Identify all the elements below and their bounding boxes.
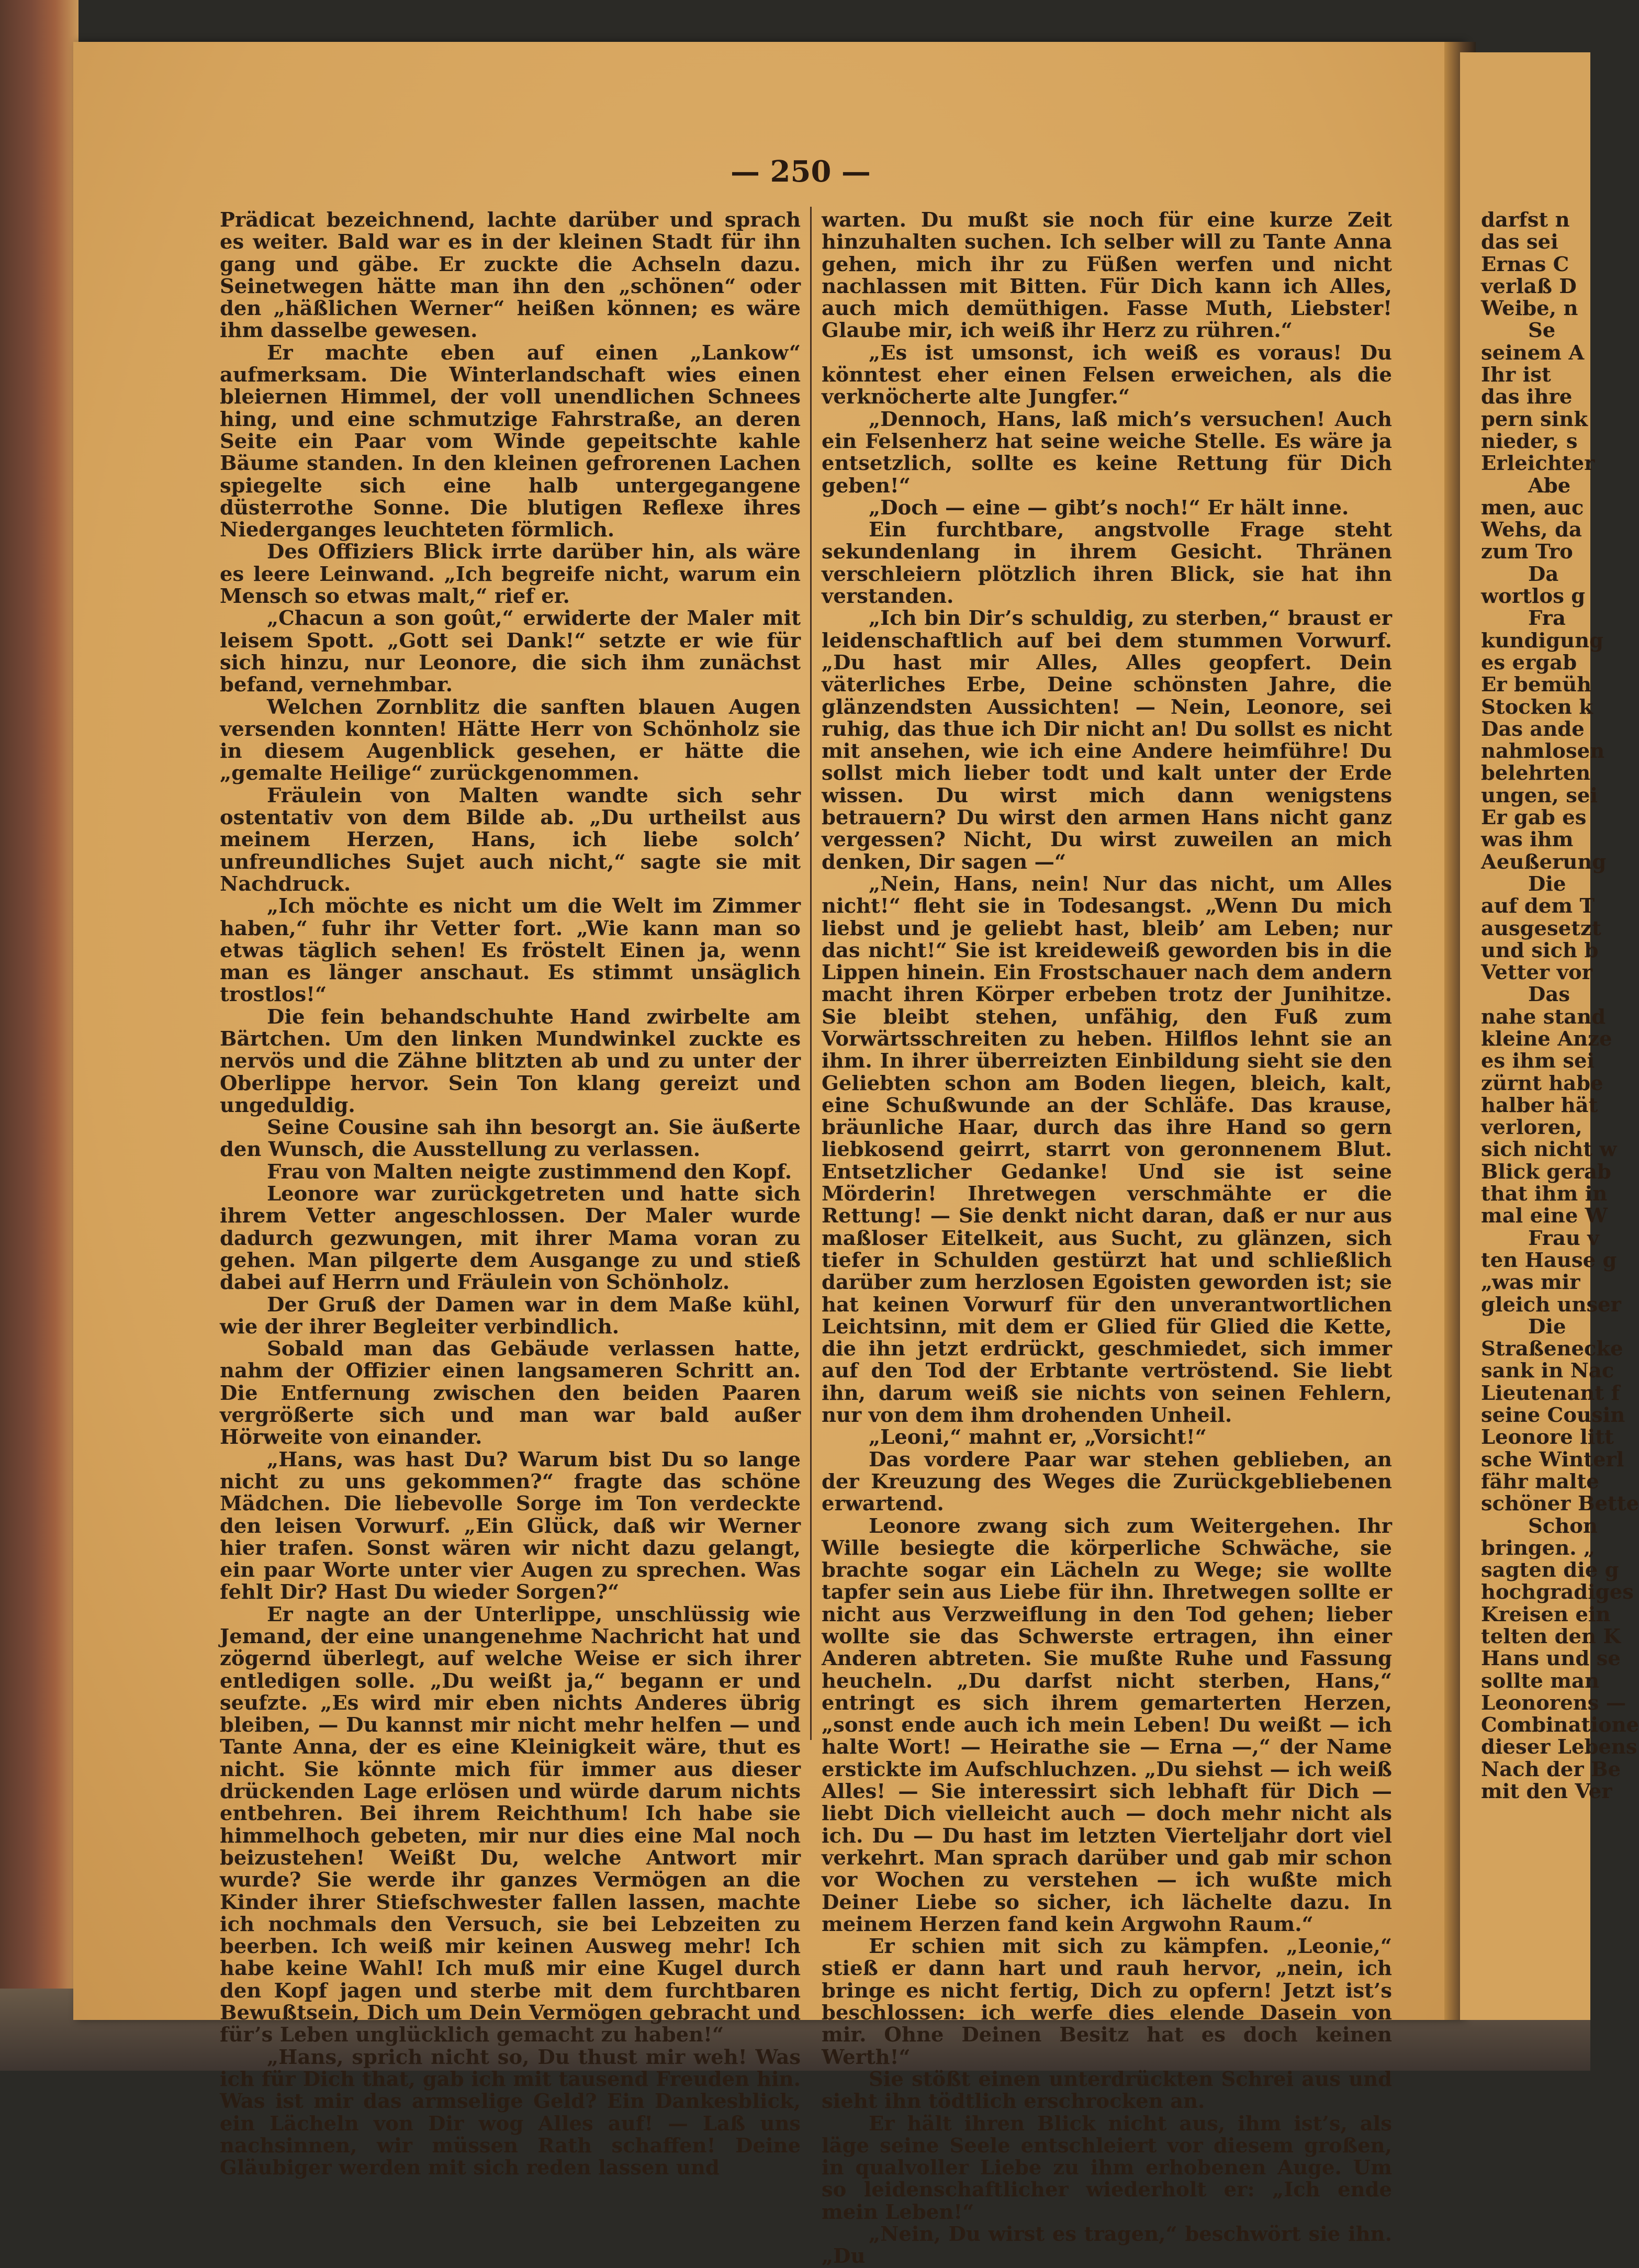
text-line-fragment: kundigung xyxy=(1481,628,1604,653)
paragraph: „Es ist umsonst, ich weiß es voraus! Du könntest eher einen Felsen erweichen, als die verknöcherte alte Jungfer.“ xyxy=(822,341,1392,409)
text-line-fragment: und sich b xyxy=(1481,938,1599,962)
text-line-fragment: Die xyxy=(1528,872,1566,896)
text-line-fragment: Aeußerung xyxy=(1481,850,1607,874)
text-line-fragment: seine Cousin xyxy=(1481,1404,1625,1428)
text-line-fragment: Lieutenant f xyxy=(1481,1381,1620,1405)
text-line-fragment: sche Winterl xyxy=(1481,1447,1624,1472)
text-line-fragment: Nach der Be xyxy=(1481,1757,1621,1781)
text-line-fragment: Ihr ist xyxy=(1481,363,1551,387)
paragraph: Frau von Malten neigte zustimmend den Kopf. xyxy=(267,1160,792,1184)
text-line-fragment: Kreisen ein xyxy=(1481,1602,1611,1626)
paragraph: „Leoni,“ mahnt er, „Vorsicht!“ xyxy=(869,1425,1207,1450)
text-line-fragment: mal eine W xyxy=(1481,1204,1608,1228)
text-line-fragment: Fra xyxy=(1528,607,1566,631)
text-line-fragment: halber hät xyxy=(1481,1093,1598,1117)
paragraph: Er schien mit sich zu kämpfen. „Leonie,“ stieß er dann hart und rauh hervor, „nein, ich bringe es nicht fertig, Dich zu opfern! Jetzt ist’s beschlossen: ich werfe dies elende Dasein von mir. Ohne Deinen Besitz hat es doch keinen Werth!“ xyxy=(822,1935,1392,2069)
paragraph: Prädicat bezeichnend, lachte darüber und sprach es weiter. Bald war es in der kleinen Stadt für ihn gang und gäbe. Er zuckte die Achseln dazu. Seinetwegen hätte man ihn den „schönen“ oder den „häßlichen Werner“ heißen können; es wäre ihm dasselbe gewesen. xyxy=(220,208,801,343)
text-line-fragment: Das xyxy=(1528,983,1570,1007)
paragraph: Das vordere Paar war stehen geblieben, an der Kreuzung des Weges die Zurückgebliebenen erwartend. xyxy=(822,1447,1392,1516)
text-line-fragment: bringen. „ xyxy=(1481,1536,1596,1560)
text-line-fragment: zürnt habe xyxy=(1481,1071,1603,1095)
text-line-fragment: verloren, xyxy=(1481,1116,1582,1140)
page-number: — 250 — xyxy=(731,154,871,189)
text-line-fragment: es ergab xyxy=(1481,650,1577,675)
paragraph: „Ich bin Dir’s schuldig, zu sterben,“ braust er leidenschaftlich auf bei dem stummen Vorwurf. „Du hast mir Alles, Alles geopfert. Dein väterliches Erbe, Deine schönsten Jahre, die glänzendsten Aussichten! — Nein, Leonore, sei ruhig, das thue ich Dir nicht an! Du sollst es nicht mit ansehen, wie ich eine Andere heimführe! Du sollst mich lieber todt und kalt unter der Erde wissen. Du wirst mich dann wenigstens betrauern? Du wirst den armen Hans nicht ganz vergessen? Nicht, Du wirst zuweilen an mich denken, Dir sagen —“ xyxy=(822,607,1392,874)
paragraph: Er machte eben auf einen „Lankow“ aufmerksam. Die Winterlandschaft wies einen bleiernen Himmel, der voll unendlichen Schnees hing, und eine schmutzige Fahrstraße, an deren Seite ein Paar vom Winde gepeitschte kahle Bäume standen. In den kleinen gefrorenen Lachen spiegelte sich eine halb untergegangene düsterrothe Sonne. Die blutigen Reflexe ihres Niederganges leuchteten förmlich. xyxy=(220,341,801,542)
text-line-fragment: Wehs, da xyxy=(1481,518,1582,542)
paragraph: „Hans, sprich nicht so, Du thust mir weh! Was ich für Dich that, gab ich mit tausend Freuden hin. Was ist mir das armselige Geld? Ein Dankesblick, ein Lächeln von Dir wog Alles auf! — Laß uns nachsinnen, wir müssen Rath schaffen! Deine Gläubiger werden mit sich reden lassen und xyxy=(220,2045,801,2180)
paragraph: Die fein behandschuhte Hand zwirbelte am Bärtchen. Um den linken Mundwinkel zuckte es nervös und die Zähne blitzten ab und zu unter der Oberlippe hervor. Sein Ton klang gereizt und ungeduldig. xyxy=(220,1005,801,1117)
text-line-fragment: Das ande xyxy=(1481,717,1585,741)
text-line-fragment: Erleichter xyxy=(1481,452,1595,476)
paragraph: „Chacun a son goût,“ erwiderte der Maler mit leisem Spott. „Gott sei Dank!“ setzte er wie für sich hinzu, nur Leonore, die sich ihm zunächst befand, vernehmbar. xyxy=(220,607,801,697)
paragraph: Er nagte an der Unterlippe, unschlüssig wie Jemand, der eine unangenehme Nachricht hat und zögernd überlegt, auf welche Weise er sich ihrer entledigen solle. „Du weißt ja,“ begann er und seufzte. „Es wird mir eben nichts Anderes übrig bleiben, — Du kannst mir nicht mehr helfen — und Tante Anna, der es eine Kleinigkeit wäre, thut es nicht. Sie könnte mich für immer aus dieser drückenden Lage erlösen und würde darum nichts entbehren. Bei ihrem Reichthum! Ich habe sie himmelhoch gebeten, mir nur dies eine Mal noch beizustehen! Weißt Du, welche Antwort mir wurde? Sie werde ihr ganzes Vermögen an die Kinder ihrer Stiefschwester fallen lassen, machte ich nochmals den Versuch, sie bei Lebzeiten zu beerben. Ich weiß mir keinen Ausweg mehr! Ich habe keine Wahl! Ich muß mir eine Kugel durch den Kopf jagen und sterbe mit dem furchtbaren Bewußtsein, Dich um Dein Vermögen gebracht und für’s Leben unglücklich gemacht zu haben!“ xyxy=(220,1602,801,2047)
text-line-fragment: dieser Lebens xyxy=(1481,1735,1637,1759)
paragraph: Welchen Zornblitz die sanften blauen Augen versenden konnten! Hätte Herr von Schönholz sie in diesem Augenblick gesehen, er hätte die „gemalte Heilige“ zurückgenommen. xyxy=(220,695,801,785)
paragraph: Seine Cousine sah ihn besorgt an. Sie äußerte den Wunsch, die Ausstellung zu verlassen. xyxy=(220,1116,801,1162)
right-text-column xyxy=(822,209,1392,2268)
paragraph: „Nein, Du wirst es tragen,“ beschwört sie ihn. „Du xyxy=(822,2222,1392,2268)
column-divider xyxy=(810,207,812,1740)
text-line-fragment: belehrten xyxy=(1481,761,1591,785)
text-line-fragment: „was mir xyxy=(1481,1271,1580,1295)
text-line-fragment: verlaß D xyxy=(1481,274,1577,298)
text-line-fragment: Weibe, n xyxy=(1481,297,1578,321)
paragraph: „Hans, was hast Du? Warum bist Du so lange nicht zu uns gekommen?“ fragte das schöne Mädchen. Die liebevolle Sorge im Ton verdeckte den leisen Vorwurf. „Ein Glück, daß wir Werner hier trafen. Sonst wären wir nicht dazu gelangt, ein paar Worte unter vier Augen zu sprechen. Was fehlt Dir? Hast Du wieder Sorgen?“ xyxy=(220,1447,801,1604)
text-line-fragment: darfst n xyxy=(1481,208,1570,232)
text-line-fragment: seinem A xyxy=(1481,341,1585,365)
paragraph: „Ich möchte es nicht um die Welt im Zimmer haben,“ fuhr ihr Vetter fort. „Wie kann man so etwas täglich sehen! Es fröstelt Einen ja, wenn man es länger anschaut. Es stimmt unsäglich trostlos!“ xyxy=(220,894,801,1007)
text-line-fragment: Straßenecke xyxy=(1481,1337,1623,1361)
text-line-fragment: was ihm xyxy=(1481,828,1574,852)
text-line-fragment: Hans und se xyxy=(1481,1647,1621,1671)
text-line-fragment: Da xyxy=(1528,562,1559,586)
paragraph: warten. Du mußt sie noch für eine kurze Zeit hinzuhalten suchen. Ich selber will zu Tante Anna gehen, mich ihr zu Füßen werfen und nicht nachlassen mit Bitten. Für Dich kann ich Alles, auch mich demüthigen. Fasse Muth, Liebster! Glaube mir, ich weiß ihr Herz zu rühren.“ xyxy=(822,208,1392,343)
text-line-fragment: Ernas C xyxy=(1481,252,1569,276)
paragraph: Der Gruß der Damen war in dem Maße kühl, wie der ihrer Begleiter verbindlich. xyxy=(220,1293,801,1339)
text-line-fragment: das sei xyxy=(1481,230,1558,254)
text-line-fragment: das ihre xyxy=(1481,385,1573,409)
text-line-fragment: that ihm in xyxy=(1481,1182,1608,1206)
text-line-fragment: Frau v xyxy=(1528,1226,1599,1250)
text-line-fragment: Blick gerab xyxy=(1481,1160,1611,1184)
text-line-fragment: Se xyxy=(1528,319,1556,343)
text-line-fragment: Er bemüh xyxy=(1481,673,1592,697)
text-line-fragment: fähr malte xyxy=(1481,1469,1599,1494)
paragraph: Sie stößt einen unterdrückten Schrei aus und sieht ihn tödtlich erschrocken an. xyxy=(822,2067,1392,2114)
text-line-fragment: hochgradiges xyxy=(1481,1580,1634,1604)
text-line-fragment: Leonorens — xyxy=(1481,1691,1626,1715)
paragraph: Leonore zwang sich zum Weitergehen. Ihr Wille besiegte die körperliche Schwäche, sie brachte sogar ein Lächeln zu Wege; sie wollte tapfer sein aus Liebe für ihn. Ihretwegen sollte er nicht aus Verzweiflung in den Tod gehen; lieber wollte sie das Schwerste ertragen, ihn einer Anderen abtreten. Sie mußte Ruhe und Fassung heucheln. „Du darfst nicht sterben, Hans,“ entringt es sich ihrem gemarterten Herzen, „sonst ende auch ich mein Leben! Du weißt — ich halte Wort! — Heirathe sie — Erna —,“ der Name erstickte im Aufschluchzen. „Du siehst — ich weiß Alles! — Sie interessirt sich lebhaft für Dich — liebt Dich vielleicht auch — doch mehr nicht als ich. Du — Du hast im letzten Vierteljahr dort viel verkehrt. Man sprach darüber und gab mir schon vor Wochen zu verstehen — ich wußte mich Deiner Liebe so sicher, ich lächelte dazu. In meinem Herzen fand kein Argwohn Raum.“ xyxy=(822,1514,1392,1936)
paragraph: „Doch — eine — gibt’s noch!“ Er hält inne. xyxy=(869,496,1349,520)
text-line-fragment: sich nicht w xyxy=(1481,1138,1617,1162)
text-line-fragment: telten den K xyxy=(1481,1625,1621,1648)
text-line-fragment: men, auc xyxy=(1481,496,1584,520)
text-line-fragment: nahmlosen xyxy=(1481,739,1605,764)
text-line-fragment: Er gab es xyxy=(1481,806,1587,830)
text-line-fragment: Schon xyxy=(1528,1514,1598,1538)
text-line-fragment: schöner Bette xyxy=(1481,1492,1639,1516)
text-line-fragment: kleine Anze xyxy=(1481,1027,1612,1051)
paragraph: Ein furchtbare, angstvolle Frage steht sekundenlang in ihrem Gesicht. Thränen verschleiern plötzlich ihren Blick, sie hat ihn verstanden. xyxy=(822,518,1392,609)
text-line-fragment: ungen, sei xyxy=(1481,783,1598,807)
paragraph: Des Offiziers Blick irrte darüber hin, als wäre es leere Leinwand. „Ich begreife nicht, warum ein Mensch so etwas malt,“ rief er. xyxy=(220,540,801,609)
text-line-fragment: wortlos g xyxy=(1481,585,1586,609)
text-line-fragment: auf dem T xyxy=(1481,894,1595,918)
left-text-column xyxy=(220,209,801,2179)
text-line-fragment: nieder, s xyxy=(1481,429,1578,453)
text-line-fragment: zum Tro xyxy=(1481,540,1573,564)
paragraph: Er hält ihren Blick nicht aus, ihm ist’s, als läge seine Seele entschleiert vor diesem großen, in qualvoller Liebe zu ihm erhobenen Auge. Um so leidenschaftlicher wiederholt er: „Ich ende mein Leben!“ xyxy=(822,2112,1392,2224)
text-line-fragment: Die xyxy=(1528,1315,1566,1339)
right-page-fragment xyxy=(1460,52,1639,2020)
text-line-fragment: ausgesetzt xyxy=(1481,916,1601,940)
text-line-fragment: nahe stand xyxy=(1481,1005,1606,1029)
text-line-fragment: Combinatione xyxy=(1481,1713,1639,1737)
text-line-fragment: ten Hause g xyxy=(1481,1248,1617,1272)
text-line-fragment: Vetter vor xyxy=(1481,961,1592,985)
text-line-fragment: sank in Nac xyxy=(1481,1359,1614,1383)
paragraph: Fräulein von Malten wandte sich sehr ostentativ von dem Bilde ab. „Du urtheilst aus meinem Herzen, Hans, ich liebe solch’ unfreundliches Sujet auch nicht,“ sagte sie mit Nachdruck. xyxy=(220,783,801,896)
text-line-fragment: Stocken k xyxy=(1481,695,1593,719)
text-line-fragment: es ihm sei xyxy=(1481,1049,1595,1073)
book-cover-edge xyxy=(0,0,78,2071)
right-page-text-fragment xyxy=(1481,208,1639,1804)
paragraph: Leonore war zurückgetreten und hatte sich ihrem Vetter angeschlossen. Der Maler wurde dadurch gezwungen, mit ihrer Mama voran zu gehen. Man pilgerte dem Ausgange zu und stieß dabei auf Herrn und Fräulein von Schönholz. xyxy=(220,1182,801,1295)
paragraph: Sobald man das Gebäude verlassen hatte, nahm der Offizier einen langsameren Schritt an. Die Entfernung zwischen den beiden Paaren vergrößerte sich und man war bald außer Hörweite von einander. xyxy=(220,1337,801,1450)
paragraph: „Dennoch, Hans, laß mich’s versuchen! Auch ein Felsenherz hat seine weiche Stelle. Es wäre ja entsetzlich, sollte es keine Rettung für Dich geben!“ xyxy=(822,407,1392,498)
text-line-fragment: sollte man xyxy=(1481,1669,1599,1693)
text-line-fragment: Leonore litt xyxy=(1481,1425,1614,1450)
text-line-fragment: gleich unser xyxy=(1481,1293,1621,1317)
text-line-fragment: Abe xyxy=(1528,474,1571,498)
paragraph: „Nein, Hans, nein! Nur das nicht, um Alles nicht!“ fleht sie in Todesangst. „Wenn Du mich liebst und je geliebt hast, bleib’ am Leben; nur das nicht!“ Sie ist kreideweiß geworden bis in die Lippen hinein. Ein Frostschauer nach dem andern macht ihren Körper erbeben trotz der Junihitze. Sie bleibt stehen, unfähig, den Fuß zum Vorwärtsschreiten zu heben. Hilflos lehnt sie an ihm. In ihrer überreizten Einbildung sieht sie den Geliebten schon am Boden liegen, bleich, kalt, eine Schußwunde an der Schläfe. Das krause, bräunliche Haar, durch das ihre Hand so gern liebkosend geirrt, starrt von geronnenem Blut. Entsetzlicher Gedanke! Und sie ist seine Mörderin! Ihretwegen verschmähte er die Rettung! — Sie denkt nicht daran, daß er nur aus maßloser Eitelkeit, aus Sucht, zu glänzen, sich tiefer in Schulden gestürzt hat und schließlich darüber zum herzlosen Egoisten geworden ist; sie hat keinen Vorwurf für den unverantwortlichen Leichtsinn, mit dem er Glied für Glied die Kette, die ihn jetzt erdrückt, geschmiedet, sich immer auf den Tod der Erbtante vertröstend. Sie liebt ihn, darum weiß sie nichts von seinen Fehlern, nur von dem ihm drohenden Unheil. xyxy=(822,872,1392,1428)
text-line-fragment: mit den Ver xyxy=(1481,1780,1612,1804)
text-line-fragment: pern sink xyxy=(1481,407,1588,431)
text-line-fragment: sagten die g xyxy=(1481,1558,1619,1582)
